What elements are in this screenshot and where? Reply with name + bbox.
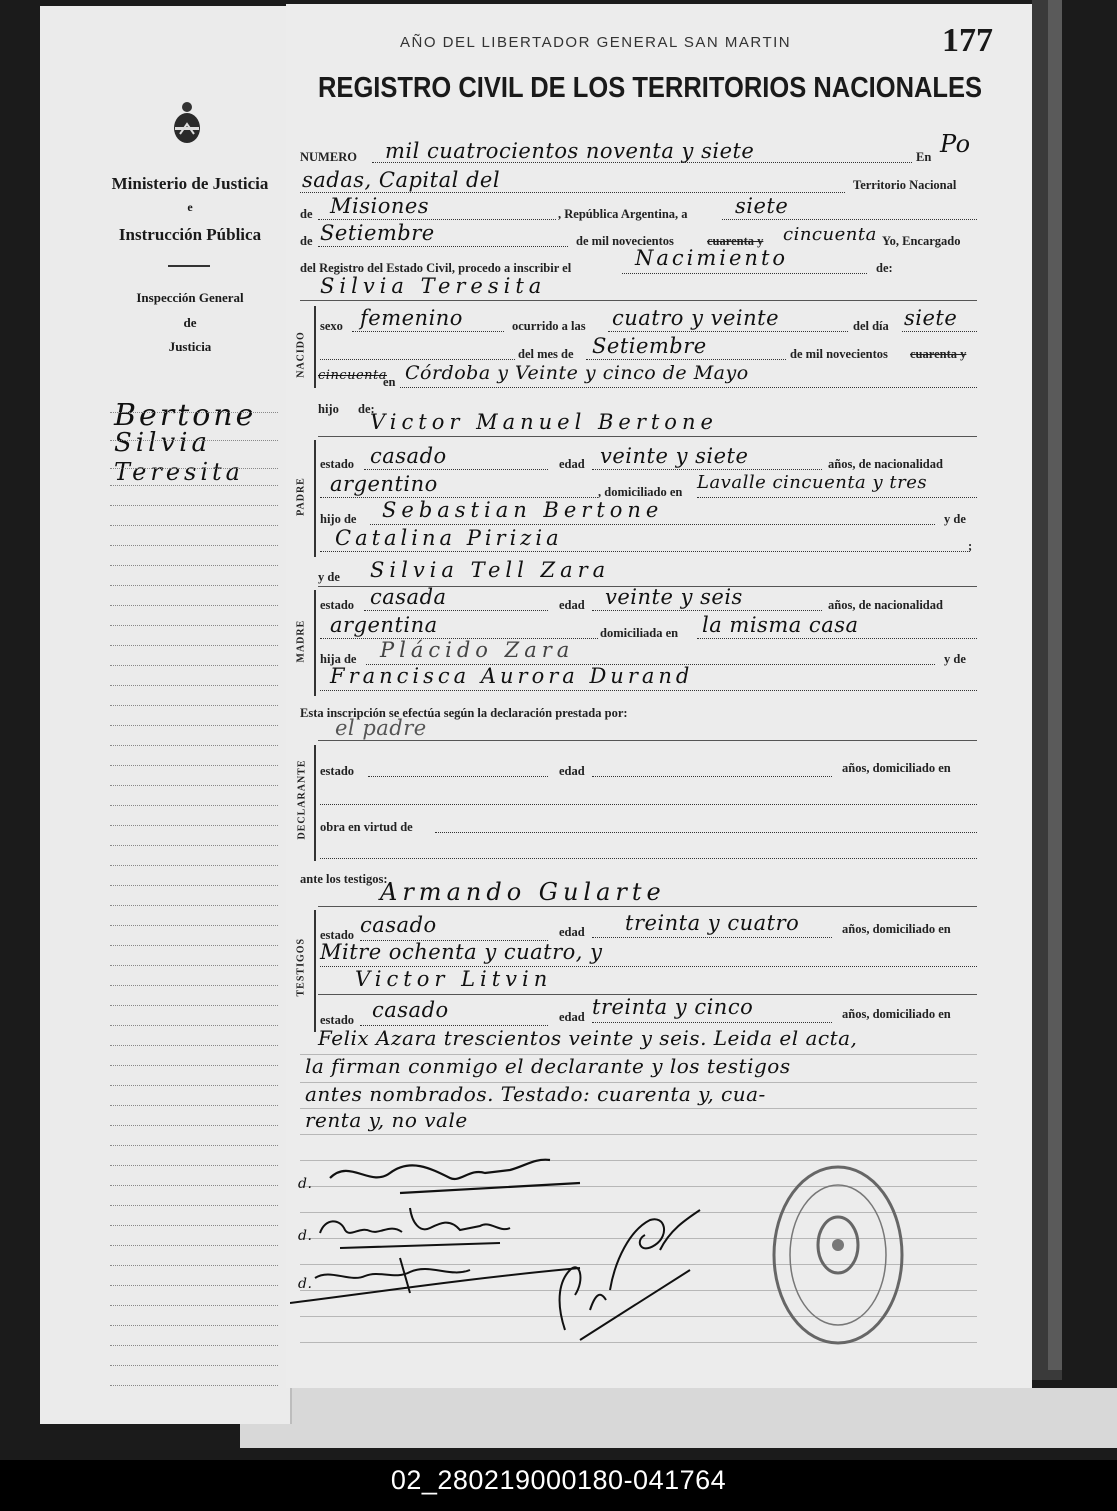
- margin-note-name-2: Teresita: [114, 458, 244, 486]
- testigo2-nombre: Victor Litvin: [355, 967, 553, 991]
- padre-nombre-line: [318, 436, 977, 437]
- madre-y-de-label: y de: [944, 652, 966, 666]
- lugar-dotline: [400, 387, 977, 388]
- sexo-value: femenino: [360, 306, 463, 330]
- year-motto: AÑO DEL LIBERTADOR GENERAL SAN MARTIN: [400, 34, 792, 51]
- de-label: de: [300, 207, 313, 221]
- madre-edad-dotline: [592, 610, 822, 611]
- ministry-line-3: Instrucción Pública: [118, 225, 262, 244]
- registrar-signature: [540, 1200, 720, 1350]
- testigo2-edad: treinta y cinco: [592, 995, 754, 1019]
- padre-brace: [314, 440, 316, 557]
- acto-value: Nacimiento: [635, 246, 789, 270]
- declarante-brace: [314, 745, 316, 861]
- page-edge-inner: [1048, 0, 1062, 1370]
- madre-estado: casada: [370, 585, 447, 609]
- padre-estado-label: estado: [320, 457, 355, 471]
- inspection-line-1: Inspección General: [136, 290, 244, 305]
- anio-value: cincuenta: [783, 224, 877, 245]
- declarante-estado-dotline: [368, 776, 548, 777]
- madre-tab: MADRE: [295, 619, 307, 663]
- place-value-1: Po: [940, 130, 971, 158]
- madre-domiciliada-label: domiciliada en: [600, 626, 679, 640]
- sexo-label: sexo: [320, 319, 343, 333]
- inspection-line-3: Justicia: [168, 339, 212, 354]
- registro-label: del Registro del Estado Civil, procedo a inscribir el: [300, 261, 572, 275]
- margin-note-name-1: Silvia: [114, 428, 211, 458]
- left-margin-page: [40, 6, 292, 1424]
- madre-nombre: Silvia Tell Zara: [370, 558, 611, 582]
- madre-estado-label: estado: [320, 598, 355, 612]
- mil2-label: de mil novecientos: [790, 347, 888, 361]
- declarante-estado-label: estado: [320, 764, 355, 778]
- remarks-line-4: renta y, no vale: [305, 1108, 468, 1132]
- territorio-label: Territorio Nacional: [853, 178, 957, 192]
- cuarenta2-struck: cuarenta y: [910, 347, 967, 361]
- mes-dotline: [318, 246, 568, 247]
- padre-estado: casado: [370, 444, 447, 468]
- numero-label: NUMERO: [300, 150, 357, 164]
- abuela-materna: Francisca Aurora Durand: [330, 664, 694, 688]
- y-de-label: y de: [944, 512, 966, 526]
- padre-dom-dotline: [697, 497, 977, 498]
- madre-anios-label: años, de nacionalidad: [828, 598, 943, 612]
- remarks-line-2: la firman conmigo el declarante y los testigos: [305, 1054, 791, 1078]
- madre-nacionalidad: argentina: [330, 613, 438, 637]
- ministry-line-2: e: [187, 200, 193, 214]
- blank-dotline: [320, 359, 515, 360]
- testigo1-domicilio: Mitre ochenta y cuatro, y: [320, 940, 603, 964]
- testigo1-edad: treinta y cuatro: [625, 911, 800, 935]
- nombre-value: Silvia Teresita: [320, 274, 547, 298]
- madre-domicilio: la misma casa: [702, 613, 859, 637]
- hora-dotline: [608, 331, 848, 332]
- de2-label: de: [300, 234, 313, 248]
- nombre-line: [300, 300, 977, 301]
- testigos-brace: [314, 910, 316, 1032]
- nacido-tab: NACIDO: [295, 331, 307, 378]
- testigo2-edad-label: edad: [559, 1010, 585, 1024]
- declarante-anios-label: años, domiciliado en: [842, 761, 951, 775]
- scan-identifier: 02_280219000180-041764: [390, 1465, 727, 1495]
- madre-estado-dotline: [364, 610, 548, 611]
- official-stamp: [768, 1160, 908, 1350]
- republica-label: , República Argentina, a: [558, 207, 688, 221]
- hija-de-label: hija de: [320, 652, 357, 666]
- de3-label: de:: [876, 261, 893, 275]
- en2-label: en: [383, 375, 396, 389]
- padre-nombre: Victor Manuel Bertone: [370, 410, 718, 434]
- inspection-line-2: de: [183, 315, 197, 330]
- abuela-materna-dotline: [320, 690, 977, 691]
- sig-prefix-2: d.: [298, 1228, 313, 1244]
- numero-value: mil cuatrocientos noventa y siete: [385, 139, 755, 163]
- cuarenta-struck: cuarenta y: [707, 234, 764, 248]
- padre-tab: PADRE: [295, 477, 307, 516]
- remarks-line-1: Felix Azara trescientos veinte y seis. Leida el acta,: [318, 1026, 858, 1050]
- abuela-paterna-dotline: [320, 551, 970, 552]
- hora-value: cuatro y veinte: [612, 306, 780, 330]
- coat-of-arms-icon: [170, 100, 204, 144]
- acto-dotline: [622, 273, 867, 274]
- testigos-label: ante los testigos:: [300, 872, 388, 886]
- declarante-edad-label: edad: [559, 764, 585, 778]
- territorio-dotline: [318, 219, 556, 220]
- testigos-tab: TESTIGOS: [295, 937, 307, 997]
- margin-note-surname: Bertone: [114, 398, 257, 433]
- abuela-paterna: Catalina Pirizia: [335, 526, 563, 550]
- hijo-de-label: de:: [358, 402, 375, 416]
- testigo2-edad-dotline: [592, 1022, 832, 1023]
- hijo-de2-label: hijo de: [320, 512, 357, 526]
- abuelo-materno: Plácido Zara: [380, 638, 575, 662]
- remarks-line-4-rule: [300, 1134, 977, 1135]
- padre-domicilio: Lavalle cincuenta y tres: [697, 472, 928, 493]
- ministry-line-1: Ministerio de Justicia: [111, 174, 269, 193]
- place-dotline: [300, 192, 845, 193]
- testigo1-estado-label: estado: [320, 928, 355, 942]
- declarante-line: [318, 740, 977, 741]
- obra-dotline-2: [320, 858, 977, 859]
- nac-dia-dotline: [902, 331, 977, 332]
- dia-value: siete: [735, 194, 789, 218]
- place-value-2: sadas, Capital del: [302, 168, 501, 192]
- abuelo-paterno-dotline: [370, 524, 935, 525]
- testigo1-edad-label: edad: [559, 925, 585, 939]
- abuelo-paterno: Sebastian Bertone: [382, 498, 664, 522]
- y-de2-label: y de: [318, 570, 340, 584]
- testigo1-anios-label: años, domiciliado en: [842, 922, 951, 936]
- padre-edad-label: edad: [559, 457, 585, 471]
- padre-edad: veinte y siete: [600, 444, 749, 468]
- declarante-edad-dotline: [592, 776, 832, 777]
- testigo2-estado: casado: [372, 998, 449, 1022]
- sig-prefix-1: d.: [298, 1176, 313, 1192]
- declarante-tab: DECLARANTE: [296, 759, 308, 840]
- divider: [168, 265, 210, 267]
- registry-title: REGISTRO CIVIL DE LOS TERRITORIOS NACIONALES: [318, 72, 983, 104]
- padre-domiciliado-label: , domiciliado en: [598, 485, 683, 499]
- nac-mes-dotline: [586, 359, 786, 360]
- madre-edad: veinte y seis: [605, 585, 743, 609]
- page-shadow: [240, 1388, 1117, 1448]
- folio-number: 177: [942, 22, 993, 59]
- nac-anio-value: cincuenta: [318, 368, 388, 383]
- testigo2-anios-label: años, domiciliado en: [842, 1007, 951, 1021]
- testigo1-nombre-line: [318, 906, 977, 907]
- mes-value: Setiembre: [320, 221, 435, 245]
- semicolon: ;: [968, 539, 973, 553]
- madre-edad-label: edad: [559, 598, 585, 612]
- nacido-brace: [314, 306, 316, 388]
- sexo-dotline: [352, 331, 504, 332]
- declarante-value: el padre: [335, 716, 427, 740]
- ocurrido-label: ocurrido a las: [512, 319, 586, 333]
- obra-label: obra en virtud de: [320, 820, 413, 834]
- sig-prefix-3: d.: [298, 1276, 313, 1292]
- padre-estado-dotline: [364, 469, 548, 470]
- del-mes-label: del mes de: [518, 347, 574, 361]
- testigo2-estado-label: estado: [320, 1013, 355, 1027]
- testigo1-edad-dotline: [592, 937, 832, 938]
- en-label: En: [916, 150, 932, 164]
- hijo-label: hijo: [318, 402, 339, 416]
- testigo1-nombre: Armando Gularte: [380, 878, 666, 906]
- declaracion-label: Esta inscripción se efectúa según la declaración prestada por:: [300, 706, 628, 720]
- lugar-value: Córdoba y Veinte y cinco de Mayo: [405, 362, 749, 384]
- padre-nacionalidad: argentino: [330, 472, 438, 496]
- padre-anios-label: años, de nacionalidad: [828, 457, 943, 471]
- madre-brace: [314, 590, 316, 696]
- dia-dotline: [722, 219, 977, 220]
- testigo1-estado: casado: [360, 913, 437, 937]
- nac-mes-value: Setiembre: [592, 334, 707, 358]
- madre-dom-dotline: [697, 638, 977, 639]
- declarante-dom-dotline: [320, 804, 977, 805]
- nac-dia-value: siete: [904, 306, 958, 330]
- remarks-line-3: antes nombrados. Testado: cuarenta y, cua-: [305, 1082, 766, 1106]
- padre-edad-dotline: [592, 469, 822, 470]
- obra-dotline: [435, 832, 977, 833]
- del-dia-label: del día: [853, 319, 889, 333]
- mil-label: de mil novecientos: [576, 234, 674, 248]
- territorio-value: Misiones: [330, 194, 430, 218]
- yo-label: Yo, Encargado: [882, 234, 961, 248]
